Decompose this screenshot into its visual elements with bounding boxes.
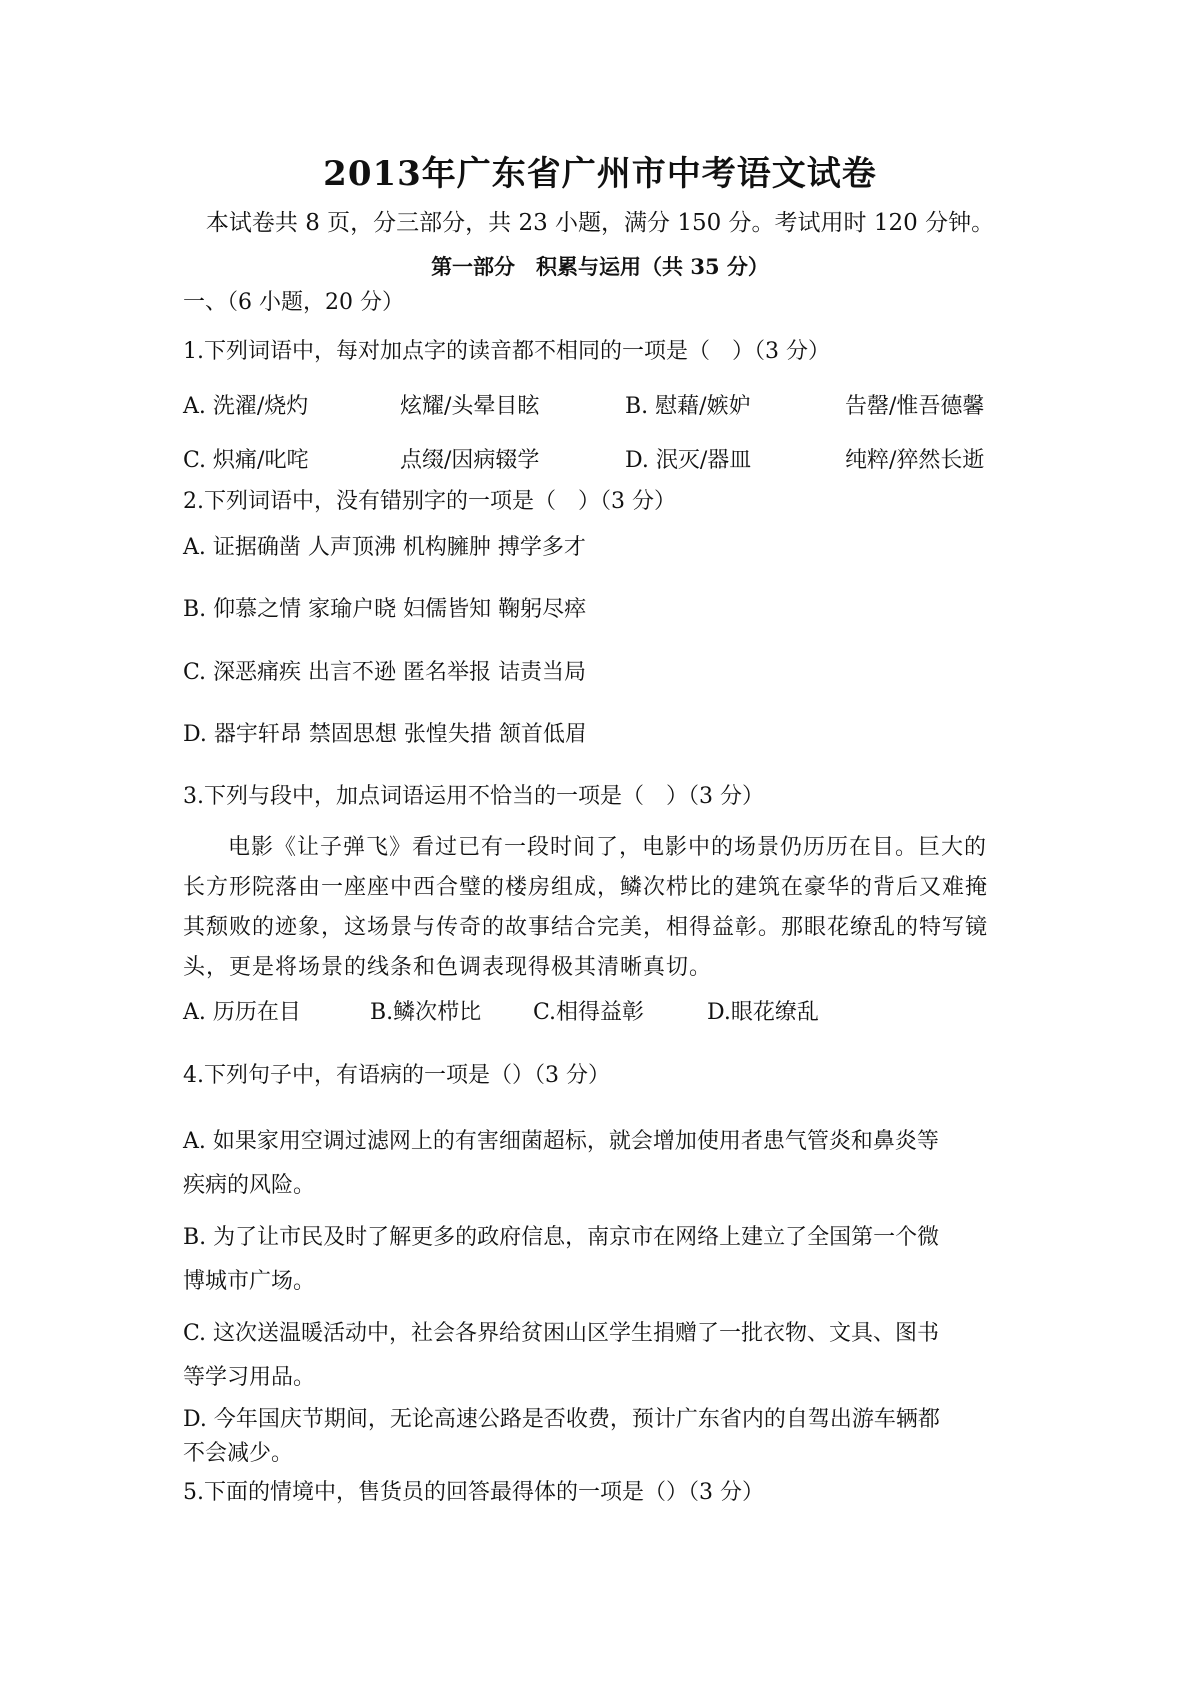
q2-option-a: A. 证据确凿 人声顶沸 机构臃肿 搏学多才 [183,535,586,560]
q1-option-a-2: 炫耀/头晕目眩 [400,394,540,419]
q4-option-b-line-1: B. 为了让市民及时了解更多的政府信息，南京市在网络上建立了全国第一个微 [183,1225,940,1250]
q4-option-d-line-2: 不会减少。 [183,1441,294,1466]
q1-option-d-2: 纯粹/猝然长逝 [845,448,985,473]
question-2-stem: 2.下列词语中，没有错别字的一项是（ ）（3 分） [183,489,676,514]
q1-option-c-1: C. 炽痛/叱咤 [183,448,309,473]
q4-option-a-line-1: A. 如果家用空调过滤网上的有害细菌超标，就会增加使用者患气管炎和鼻炎等 [183,1129,939,1154]
q3-option-c: C.相得益彰 [533,1000,645,1025]
question-4-stem: 4.下列句子中，有语病的一项是（）（3 分） [183,1063,610,1088]
q4-option-d-line-1: D. 今年国庆节期间，无论高速公路是否收费，预计广东省内的自驾出游车辆都 [183,1407,940,1432]
q1-option-d-1: D. 泯灭/器皿 [625,448,752,473]
q4-option-c-line-2: 等学习用品。 [183,1365,316,1390]
q1-option-b-1: B. 慰藉/嫉妒 [625,394,751,419]
q4-option-b-line-2: 博城市广场。 [183,1269,316,1294]
q1-option-c-2: 点缀/因病辍学 [400,448,540,473]
q2-option-b: B. 仰慕之情 家瑜户晓 妇儒皆知 鞠躬尽瘁 [183,597,587,622]
q3-option-b: B.鳞次栉比 [370,1000,482,1025]
question-5-stem: 5.下面的情境中，售货员的回答最得体的一项是（）（3 分） [183,1480,764,1505]
q3-passage-line-4: 头，更是将场景的线条和色调表现得极其清晰真切。 [183,955,713,980]
q3-passage-line-2: 长方形院落由一座座中西合璧的楼房组成，鳞次栉比的建筑在豪华的背后又难掩 [183,875,989,900]
q2-option-c: C. 深恶痛疾 出言不逊 匿名举报 诘责当局 [183,660,587,685]
q1-option-b-2: 告罄/惟吾德馨 [845,394,985,419]
q3-option-d: D.眼花缭乱 [707,1000,819,1025]
question-1-stem: 1.下列词语中，每对加点字的读音都不相同的一项是（ ）（3 分） [183,339,830,364]
q3-passage-line-1: 电影《让子弹飞》看过已有一段时间了，电影中的场景仍历历在目。巨大的 [228,835,988,860]
exam-title: 2013年广东省广州市中考语文试卷 [323,154,877,194]
q3-passage-line-3: 其颓败的迹象，这场景与传奇的故事结合完美，相得益彰。那眼花缭乱的特写镜 [183,915,989,940]
q4-option-a-line-2: 疾病的风险。 [183,1173,316,1198]
q4-option-c-line-1: C. 这次送温暖活动中，社会各界给贫困山区学生捐赠了一批衣物、文具、图书 [183,1321,940,1346]
q3-option-a: A. 历历在目 [183,1000,301,1025]
question-3-stem: 3.下列与段中，加点词语运用不恰当的一项是（ ）（3 分） [183,784,764,809]
q1-option-a-1: A. 洗濯/烧灼 [183,394,309,419]
exam-intro: 本试卷共 8 页，分三部分，共 23 小题，满分 150 分。考试用时 120 分钟。 [205,210,995,236]
q2-option-d: D. 器宇轩昂 禁固思想 张惶失措 颔首低眉 [183,722,587,747]
part-heading: 一、（6 小题，20 分） [183,290,404,315]
section-heading: 第一部分 积累与运用（共 35 分） [431,254,769,279]
